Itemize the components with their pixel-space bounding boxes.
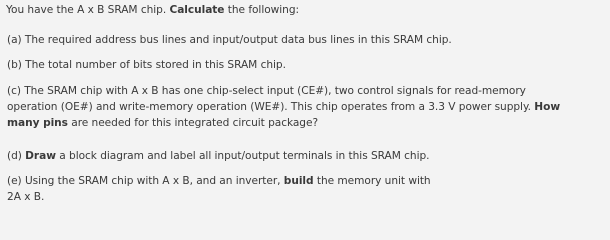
part-e-prefix: (e) Using the SRAM chip with A x B, and an inverter, — [7, 175, 284, 187]
intro-text: You have the A x B SRAM chip. — [6, 4, 170, 16]
part-e-line-2 — [7, 191, 44, 204]
intro-rest: the following: — [224, 4, 300, 16]
part-e-line2-text: 2A x B. — [7, 191, 45, 203]
intro-bold-calculate: Calculate — [169, 4, 225, 16]
intro-line — [6, 4, 299, 17]
part-c-line-2 — [7, 101, 560, 114]
part-e-bold-build: build — [283, 175, 314, 187]
part-e-line-1 — [7, 175, 431, 188]
part-a — [7, 34, 452, 47]
part-b — [7, 59, 286, 72]
part-d-bold-draw: Draw — [25, 150, 56, 162]
part-b-text: (b) The total number of bits stored in this SRAM chip. — [7, 59, 286, 71]
part-c-line2-bold: How — [534, 101, 561, 113]
part-c-line-1 — [7, 85, 526, 98]
part-d-prefix: (d) — [7, 150, 26, 162]
part-c-line3-text: are needed for this integrated circuit package? — [67, 117, 319, 129]
part-c-line2-text: operation (OE#) and write-memory operation (WE#). This chip operates from a 3.3 V power supply. — [7, 101, 535, 113]
part-e-rest: the memory unit with — [313, 175, 431, 187]
part-c-line-3 — [7, 117, 318, 130]
part-a-text: (a) The required address bus lines and input/output data bus lines in this SRAM chip. — [7, 34, 452, 46]
part-d-rest: a block diagram and label all input/output terminals in this SRAM chip. — [55, 150, 430, 162]
part-c-line3-bold: many pins — [7, 117, 68, 129]
part-d — [7, 150, 429, 163]
part-c-line1-text: (c) The SRAM chip with A x B has one chip-select input (CE#), two control signals for read-memory — [7, 85, 526, 97]
